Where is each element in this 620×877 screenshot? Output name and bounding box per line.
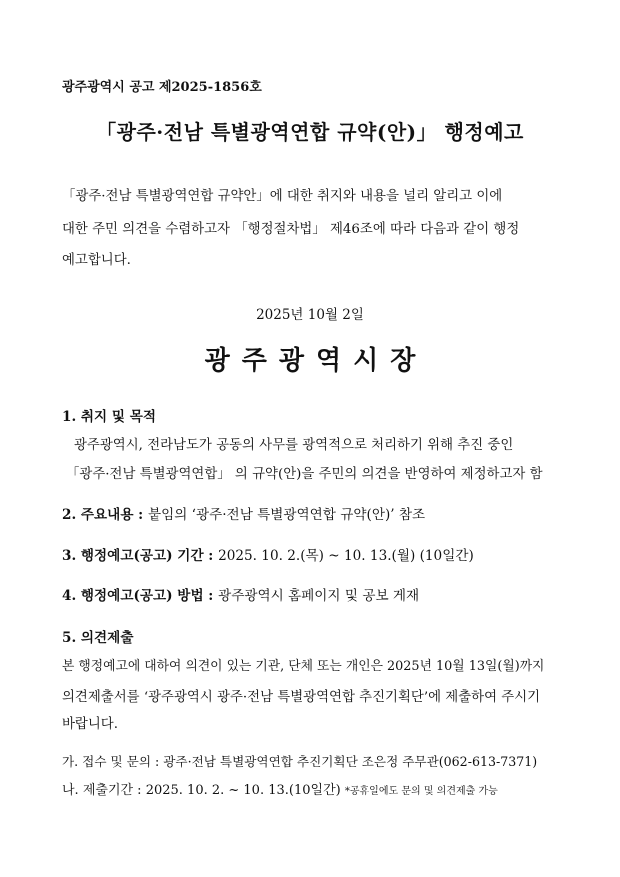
intro-line: 「광주·전남 특별광역연합 규약안」에 대한 취지와 내용을 널리 알리고 이에 xyxy=(62,189,503,204)
holiday-note: *공휴일에도 문의 및 의견제출 가능 xyxy=(344,786,498,797)
section-period xyxy=(62,544,474,564)
notice-date: 2025년 10월 2일 xyxy=(256,307,364,323)
section-body-line: 「광주·전남 특별광역연합」 의 규약(안)을 주민의 의견을 반영하여 제정하고자 함 xyxy=(66,467,543,482)
section-title: 5. 의견제출 xyxy=(62,630,134,646)
deadline-item xyxy=(62,779,498,798)
section-title: 1. 취지 및 목적 xyxy=(62,409,157,425)
section-main-content xyxy=(62,503,425,523)
contact-item: 가. 접수 및 문의 : 광주·전남 특별광역연합 추진기획단 조은정 주무관(062-613-7371) xyxy=(62,754,538,769)
notice-title: 「광주·전남 특별광역연합 규약(안)」 행정예고 xyxy=(96,120,524,144)
section-body: 2025. 10. 2.(목) ~ 10. 13.(월) (10일간) xyxy=(218,548,474,564)
section-title: 2. 주요내용 : xyxy=(62,507,144,523)
issuer-name: 광주광역시장 xyxy=(204,346,428,376)
section-body-line: 본 행정예고에 대하여 의견이 있는 기관, 단체 또는 개인은 2025년 10월 13일(월)까지 xyxy=(62,659,545,674)
intro-line: 예고합니다. xyxy=(62,253,131,268)
section-body: 붙임의 ‘광주·전남 특별광역연합 규약(안)’ 참조 xyxy=(147,507,426,523)
section-body-line: 바랍니다. xyxy=(62,717,118,732)
section-body: 광주광역시 홈페이지 및 공보 게재 xyxy=(218,588,420,604)
section-title: 3. 행정예고(공고) 기간 : xyxy=(62,548,214,564)
notice-number: 광주광역시 공고 제2025-1856호 xyxy=(62,80,262,95)
section-title: 4. 행정예고(공고) 방법 : xyxy=(62,588,214,604)
section-body-line: 의견제출서를 ‘광주광역시 광주·전남 특별광역연합 추진기획단’에 제출하여 주시기 xyxy=(62,690,541,705)
section-method xyxy=(62,584,419,604)
section-body-line: 광주광역시, 전라남도가 공동의 사무를 광역적으로 처리하기 위해 추진 중인 xyxy=(74,438,514,453)
deadline-text: 나. 제출기간 : 2025. 10. 2. ~ 10. 13.(10일간) xyxy=(62,783,341,798)
intro-line: 대한 주민 의견을 수렴하고자 「행정절차법」 제46조에 따라 다음과 같이 행정 xyxy=(62,222,520,237)
